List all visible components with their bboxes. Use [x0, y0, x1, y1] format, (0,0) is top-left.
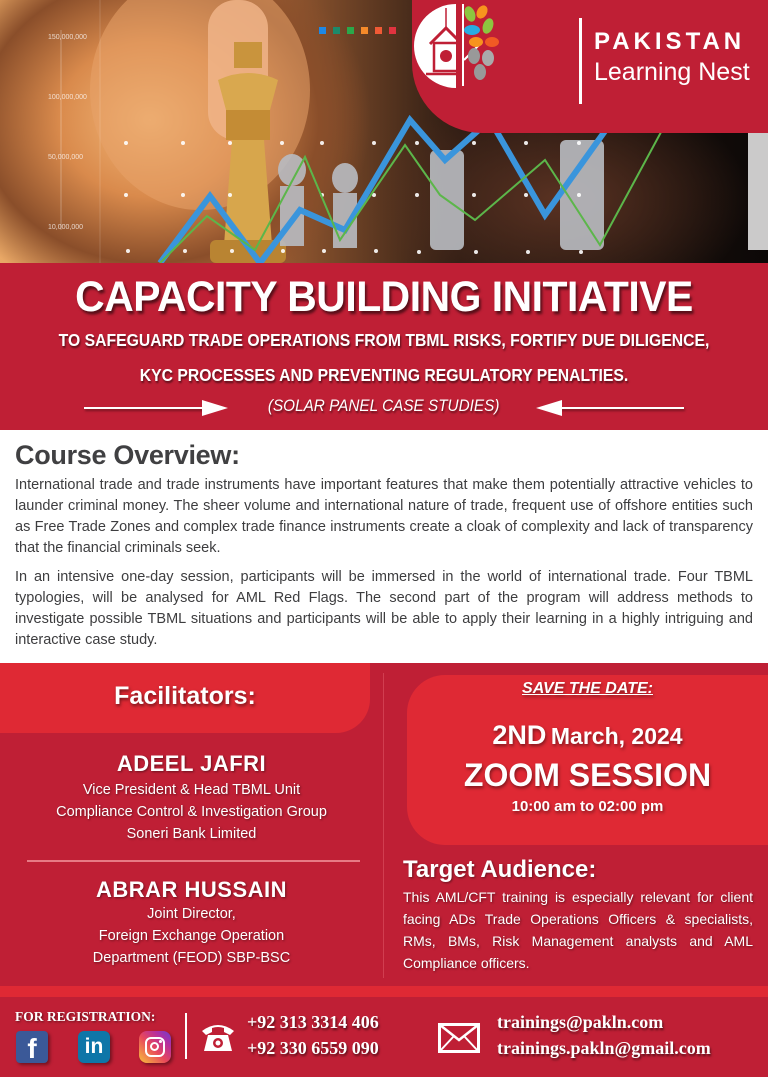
facilitator-department: Foreign Exchange Operation — [98, 928, 285, 944]
course-overview — [15, 440, 753, 651]
save-the-date-label: SAVE THE DATE: — [522, 680, 653, 697]
linkedin-icon[interactable] — [78, 1031, 110, 1063]
email-addresses — [497, 1009, 711, 1061]
facilitator-card — [0, 751, 383, 845]
title-band — [0, 263, 768, 430]
case-studies-row — [0, 396, 768, 422]
page-title: CAPACITY BUILDING INITIATIVE — [75, 273, 693, 321]
instagram-glyph — [145, 1037, 165, 1057]
facilitators-heading: Facilitators: — [114, 682, 256, 710]
legend-square — [333, 27, 340, 34]
event-date — [407, 720, 768, 751]
subtitle-line2: KYC PROCESSES AND PREVENTING REGULATORY PENALTIES. — [139, 365, 629, 385]
footer-stripe — [0, 986, 768, 997]
registration-label: FOR REGISTRATION: — [15, 1009, 156, 1024]
phone-number[interactable]: +92 313 3314 406 — [247, 1012, 379, 1032]
facilitator-name: ABRAR HUSSAIN — [95, 877, 288, 902]
legend-square — [319, 27, 326, 34]
logo-divider — [579, 18, 582, 104]
brand-logo-panel — [412, 0, 768, 133]
axis-label: 10,000,000 — [48, 224, 84, 231]
target-audience-heading: Target Audience: — [403, 856, 597, 883]
brand-name — [594, 28, 750, 87]
axis-label: 150,000,000 — [48, 34, 87, 41]
legend-squares — [319, 27, 396, 34]
details-section — [0, 663, 768, 986]
footer-divider — [185, 1013, 187, 1059]
event-format: ZOOM SESSION — [463, 757, 712, 793]
overview-paragraph-2: In an intensive one-day session, participants will be immersed in the world of international trade. Four TBML typologies, will be analysed for AML Red Flags. The second part of the program will address methods to investigate possible TBML situations and participants will be able to apply their learning in a highly intriguing and interactive case study. — [15, 569, 753, 648]
brand-line1: PAKISTAN — [594, 28, 746, 55]
event-month-year: March, 2024 — [550, 723, 683, 749]
axis-label: 50,000,000 — [48, 154, 84, 161]
facilitator-title: Vice President & Head TBML Unit — [82, 782, 301, 798]
phone-numbers — [247, 1009, 379, 1061]
instagram-icon[interactable] — [139, 1031, 171, 1063]
legend-square — [375, 27, 382, 34]
envelope-icon — [438, 1023, 480, 1053]
email-link[interactable]: trainings.pakln@gmail.com — [497, 1038, 711, 1058]
hero-image — [0, 0, 768, 263]
case-studies-label: (SOLAR PANEL CASE STUDIES) — [268, 396, 500, 415]
legend-square — [347, 27, 354, 34]
linkedin-glyph: in — [84, 1035, 104, 1058]
event-day: 2ND — [492, 720, 547, 750]
axis-label: 100,000,000 — [48, 94, 87, 101]
facilitator-title: Joint Director, — [147, 906, 236, 922]
overview-paragraph-1: International trade and trade instruments have important features that make them potentially attractive vehicles to launder criminal money. The sheer volume and international nature of trade, frequent use of offshore entities such as Free Trade Zones and complex trade finance instruments create a cloak of complexity and lack of transparency that the financial criminals seek. — [15, 477, 753, 556]
facilitator-organization: Soneri Bank Limited — [126, 826, 257, 842]
target-audience-text: This AML/CFT training is especially relevant for client facing ADs Trade Operations Officers & specialists, RMs, BMs, Risk Management analysts and AML Compliance officers. — [403, 889, 753, 971]
legend-square — [389, 27, 396, 34]
overview-heading: Course Overview: — [15, 440, 240, 470]
facebook-glyph: f — [27, 1033, 37, 1064]
arrow-left-icon — [560, 407, 684, 409]
facilitator-divider — [27, 860, 360, 862]
facilitator-name: ADEEL JAFRI — [116, 751, 267, 776]
email-link[interactable]: trainings@pakln.com — [497, 1012, 664, 1032]
facebook-icon[interactable] — [16, 1031, 48, 1063]
column-divider — [383, 673, 384, 978]
target-audience — [403, 856, 753, 974]
subtitle-line1: TO SAFEGUARD TRADE OPERATIONS FROM TBML RISKS, FORTIFY DUE DILIGENCE, — [58, 330, 710, 350]
facilitator-card — [0, 877, 383, 969]
registration-footer — [0, 997, 768, 1077]
birdhouse-tree-icon — [412, 0, 502, 90]
facilitator-department: Compliance Control & Investigation Group — [56, 804, 327, 820]
arrow-right-icon — [84, 407, 204, 409]
event-time: 10:00 am to 02:00 pm — [511, 798, 664, 815]
legend-square — [361, 27, 368, 34]
facilitator-organization: Department (FEOD) SBP-BSC — [92, 950, 291, 966]
save-the-date-box — [407, 675, 768, 845]
facilitators-header — [0, 663, 370, 733]
phone-number[interactable]: +92 330 6559 090 — [247, 1038, 379, 1058]
telephone-icon — [200, 1019, 236, 1053]
brand-line2: Learning Nest — [594, 58, 750, 86]
